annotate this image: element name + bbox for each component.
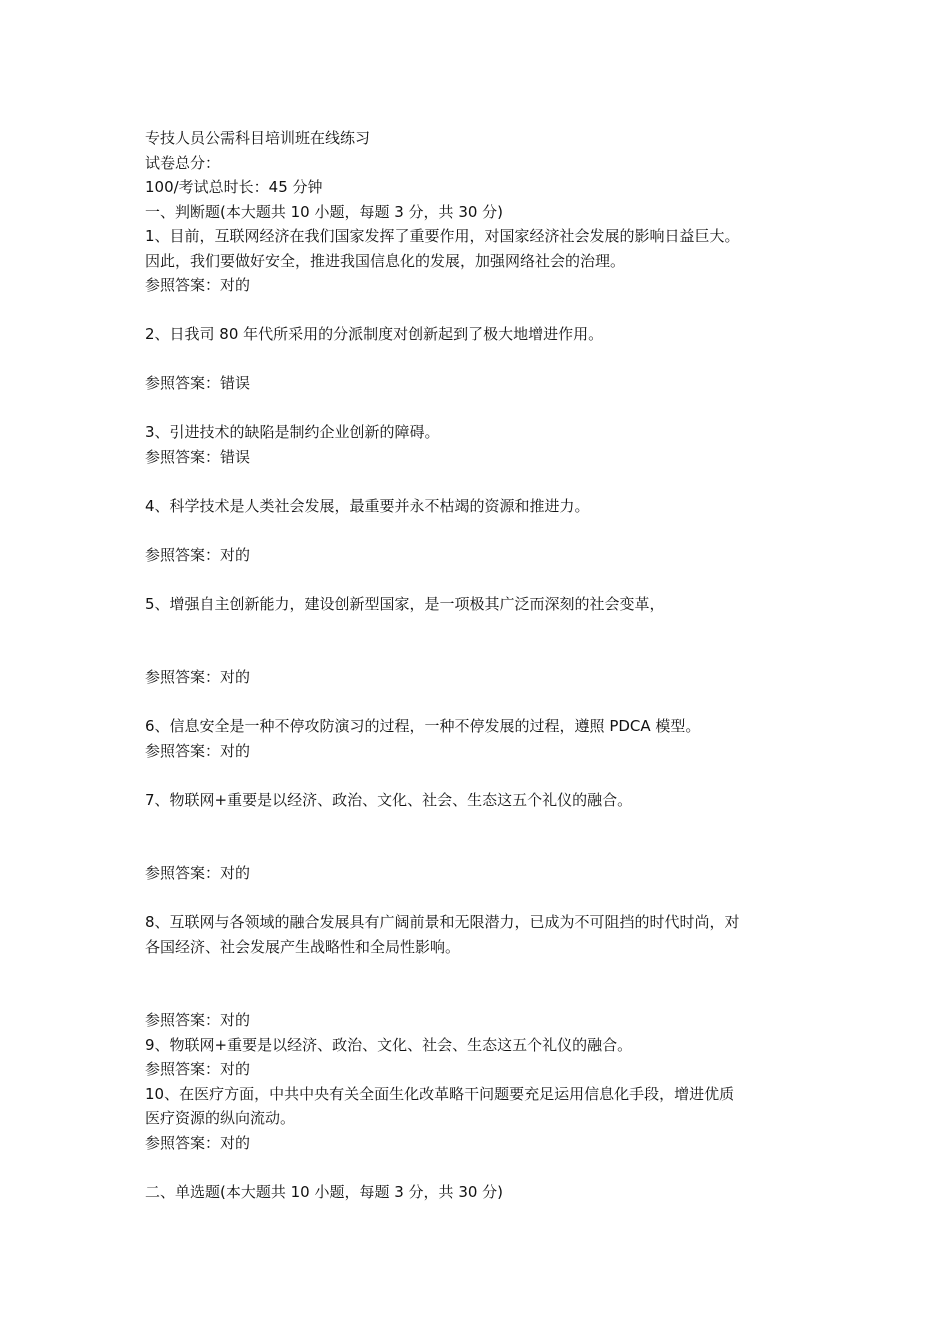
question-3-answer: 参照答案：错误 — [145, 447, 251, 466]
document-title: 专技人员公需科目培训班在线练习 — [145, 129, 371, 147]
spacer — [145, 567, 825, 592]
question-2-text: 2、日我司 80 年代所采用的分派制度对创新起到了极大地增进作用。 — [145, 325, 604, 343]
spacer — [145, 763, 825, 788]
question-6-text: 6、信息安全是一种不停攻防演习的过程，一种不停发展的过程，遵照 PDCA 模型。 — [145, 717, 701, 735]
spacer — [145, 690, 825, 715]
spacer — [145, 959, 825, 1008]
question-3-text: 3、引进技术的缺陷是制约企业创新的障碍。 — [145, 423, 440, 441]
section-heading-judgement: 一、判断题(本大题共 10 小题，每题 3 分，共 30 分) — [145, 202, 504, 221]
spacer — [145, 616, 825, 665]
question-10-answer: 参照答案：对的 — [145, 1133, 251, 1152]
section-heading-single-choice: 二、单选题(本大题共 10 小题，每题 3 分，共 30 分) — [145, 1182, 504, 1201]
question-1-text-cont: 因此，我们要做好安全，推进我国信息化的发展，加强网络社会的治理。 — [145, 251, 626, 270]
question-4-answer: 参照答案：对的 — [145, 545, 251, 564]
spacer — [145, 886, 825, 911]
spacer — [145, 812, 825, 861]
total-score-label: 试卷总分： — [145, 153, 221, 172]
question-9-answer: 参照答案：对的 — [145, 1060, 251, 1078]
question-5-text: 5、增强自主创新能力，建设创新型国家，是一项极其广泛而深刻的社会变革， — [145, 594, 665, 613]
question-8-text: 8、互联网与各领域的融合发展具有广阔前景和无限潜力，已成为不可阻挡的时代时尚，对 — [145, 913, 740, 931]
spacer — [145, 347, 825, 372]
question-2-answer: 参照答案：错误 — [145, 374, 251, 392]
question-9-text: 9、物联网+重要是以经济、政治、文化、社会、生态这五个礼仪的融合。 — [145, 1035, 633, 1054]
score-duration: 100/考试总时长：45 分钟 — [145, 178, 323, 196]
question-8-answer: 参照答案：对的 — [145, 1011, 251, 1029]
question-1-answer: 参照答案：对的 — [145, 276, 251, 294]
question-4-text: 4、科学技术是人类社会发展，最重要并永不枯竭的资源和推进力。 — [145, 496, 590, 515]
question-7-text: 7、物联网+重要是以经济、政治、文化、社会、生态这五个礼仪的融合。 — [145, 790, 633, 809]
question-6-answer: 参照答案：对的 — [145, 741, 251, 760]
question-10-text: 10、在医疗方面，中共中央有关全面生化改革略干问题要充足运用信息化手段，增进优质 — [145, 1084, 735, 1103]
question-7-answer: 参照答案：对的 — [145, 864, 251, 882]
spacer — [145, 518, 825, 543]
question-10-text-cont: 医疗资源的纵向流动。 — [145, 1109, 296, 1127]
question-1-text: 1、目前，互联网经济在我们国家发挥了重要作用，对国家经济社会发展的影响日益巨大。 — [145, 227, 740, 245]
spacer — [145, 396, 825, 421]
question-8-text-cont: 各国经济、社会发展产生战略性和全局性影响。 — [145, 937, 461, 956]
spacer — [145, 1155, 825, 1180]
spacer — [145, 469, 825, 494]
question-5-answer: 参照答案：对的 — [145, 668, 251, 686]
document-content — [145, 126, 825, 1204]
spacer — [145, 298, 825, 323]
